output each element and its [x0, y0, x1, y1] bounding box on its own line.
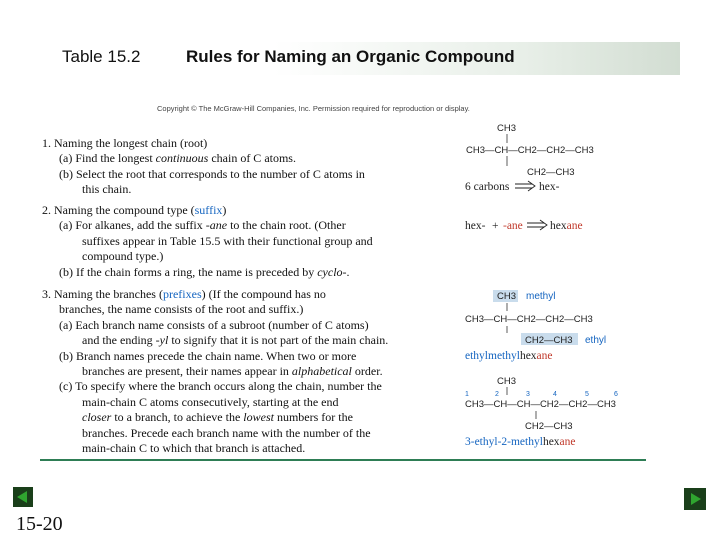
ex4-number-5: 5 [585, 391, 589, 398]
ex3-name [465, 350, 553, 362]
rule-3-heading: 3. Naming the branches (prefixes) (If the compound has no [42, 287, 326, 301]
page-number: 15-20 [16, 513, 63, 535]
rule-2-heading: 2. Naming the compound type (suffix) [42, 203, 227, 217]
ex3-ethyl-label: ethyl [585, 335, 607, 346]
rule-3c-cont4: main-chain C to which that branch is attached. [82, 441, 306, 456]
ex2-result-suffix: ane [566, 220, 583, 232]
rule-1b: (b) Select the root that corresponds to the number of C atoms in [59, 166, 365, 181]
page-title: Rules for Naming an Organic Compound [186, 47, 515, 66]
rule-1-heading: 1. Naming the longest chain (root) [42, 136, 208, 150]
ex3-methyl-label: methyl [526, 291, 556, 302]
ex1-top-group: CH3 [497, 123, 517, 134]
implies-arrow-icon [527, 220, 547, 230]
ex4-name-suffix: ane [559, 436, 576, 448]
rule-2a: (a) For alkanes, add the suffix -ane to the chain root. (Other [59, 218, 346, 233]
rule-2b: (b) If the chain forms a ring, the name is preceded by cyclo-. [59, 264, 350, 279]
ex2-plus: + [492, 220, 499, 232]
ex3-main-chain: CH3—CH—CH2—CH2—CH3 [465, 314, 593, 325]
ex4-number-6: 6 [614, 391, 618, 398]
ex1-root: hex- [539, 181, 560, 193]
rule-3a-cont: and the ending -yl to signify that it is not part of the main chain. [82, 333, 389, 348]
ex1-main-chain: CH3—CH—CH2—CH2—CH3 [466, 145, 594, 156]
rule-3-heading-cont: branches, the name consists of the root and suffix.) [59, 302, 304, 317]
example-4-structure [465, 376, 618, 448]
rule-3c: (c) To specify where the branch occurs along the chain, number the [59, 379, 382, 394]
ex4-number-4: 4 [553, 391, 557, 398]
ex3-top-group: CH3 [497, 291, 517, 302]
ex4-top-group: CH3 [497, 376, 517, 387]
rule-1b-cont: this chain. [82, 182, 132, 197]
ex3-bottom-group: CH2—CH3 [525, 335, 573, 346]
rule-3b-cont: branches are present, their names appear in alphabetical order. [82, 364, 383, 379]
copyright-notice: Copyright © The McGraw-Hill Companies, Inc. Permission required for reproduction or display. [157, 104, 470, 113]
example-1-structure [465, 123, 594, 193]
ex2-result-root: hex [550, 220, 567, 232]
ex4-name [465, 436, 576, 448]
example-3-structure [465, 290, 606, 362]
rule-3c-cont3: branches. Precede each branch name with the number of the [82, 425, 371, 440]
implies-arrow-icon [515, 181, 535, 191]
ex4-name-root: hex [542, 436, 560, 448]
previous-slide-button[interactable] [13, 487, 33, 507]
ex4-number-2: 2 [495, 391, 499, 398]
ex1-carbons: 6 carbons [465, 181, 510, 193]
ex4-bottom-group: CH2—CH3 [525, 421, 573, 432]
rule-3a: (a) Each branch name consists of a subroot (number of C atoms) [59, 317, 369, 332]
ex4-number-1: 1 [465, 391, 469, 398]
ex4-number-3: 3 [526, 391, 530, 398]
example-2-structure [465, 220, 583, 232]
ex4-name-prefix: 3-ethyl-2-methyl [465, 436, 543, 448]
ex2-result [550, 220, 583, 232]
rule-3c-cont2: closer to a branch, to achieve the lowest numbers for the [82, 410, 353, 425]
ex1-bottom-group: CH2—CH3 [527, 167, 575, 178]
next-slide-button[interactable] [684, 488, 706, 510]
divider-line [40, 459, 646, 461]
ex2-left: hex- [465, 220, 486, 232]
table-number: Table 15.2 [62, 47, 141, 66]
ex2-suffix: -ane [503, 220, 523, 232]
rule-2a-cont2: compound type.) [82, 249, 164, 264]
ex4-main-chain: CH3—CH—CH—CH2—CH2—CH3 [465, 399, 616, 410]
rule-2a-cont: suffixes appear in Table 15.5 with their functional group and [82, 233, 373, 248]
ex3-name-root: hex [519, 350, 537, 362]
arrow-left-icon [17, 491, 27, 503]
ex3-name-prefix: ethylmethyl [465, 350, 520, 362]
ex3-name-suffix: ane [536, 350, 553, 362]
rule-3b: (b) Branch names precede the chain name. When two or more [59, 348, 357, 363]
rule-1a: (a) Find the longest continuous chain of C atoms. [59, 151, 296, 166]
arrow-right-icon [691, 493, 701, 505]
rule-3c-cont: main-chain C atoms consecutively, starting at the end [82, 394, 339, 409]
